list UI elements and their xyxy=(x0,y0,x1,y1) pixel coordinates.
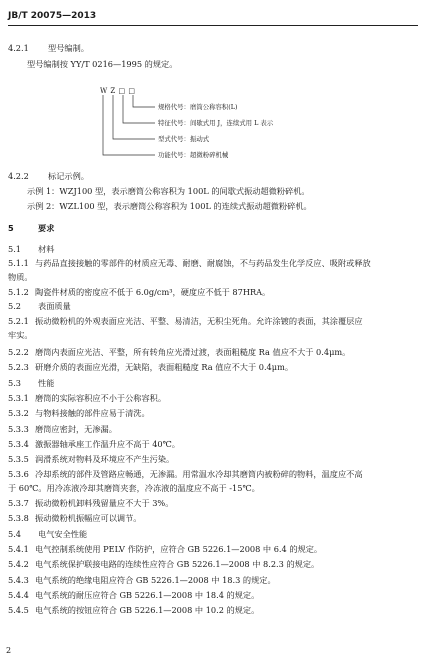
clause-text: 陶瓷件材质的密度应不低于 6.0g/cm³，硬度应不低于 87HRA。 xyxy=(35,287,271,297)
clause-text: 磨筒的实际容积应不小于公称容积。 xyxy=(35,393,167,403)
clause-number: 5.4.5 xyxy=(8,605,29,615)
clause-5-4-3 xyxy=(8,574,276,586)
clause-4-2-2-heading xyxy=(8,170,89,182)
clause-5-4-heading xyxy=(8,528,87,540)
clause-4-2-1-text: 型号编制按 YY/T 0216—1995 的规定。 xyxy=(27,59,178,69)
clause-5-3-6-cont: 于 60℃。用冷冻液冷却其磨筒夹套，冷冻液的温度应不高于 -15℃。 xyxy=(8,483,260,493)
clause-number: 5.2.3 xyxy=(8,362,29,372)
clause-text: 电气系统保护联接电路的连续性应符合 GB 5226.1—2008 中 8.2.3 的规定。 xyxy=(35,559,320,569)
clause-number: 5.1.2 xyxy=(8,287,29,297)
clause-5-1-heading xyxy=(8,243,54,255)
clause-5-3-1 xyxy=(8,392,166,404)
clause-number: 4.2.1 xyxy=(8,43,29,53)
clause-5-3-7 xyxy=(8,497,173,509)
diagram-label-function: 功能代号：超微粉碎机械 xyxy=(158,151,229,159)
clause-5-2-3 xyxy=(8,361,293,373)
clause-text: 磨筒应密封，无渗漏。 xyxy=(35,424,117,434)
clause-text: 与药品直接接触的零部件的材质应无毒、耐磨、耐腐蚀，不与药品发生化学反应、吸附或释放 xyxy=(35,258,371,268)
clause-title: 标记示例。 xyxy=(48,171,89,181)
clause-5-3-6 xyxy=(8,468,363,480)
clause-number: 5.2 xyxy=(8,301,22,311)
clause-text: 研磨介质的表面应光滑，无缺陷，表面粗糙度 Ra 值应不大于 0.4μm。 xyxy=(35,362,294,372)
clause-text: 电气系统的绝缘电阻应符合 GB 5226.1—2008 中 18.3 的规定。 xyxy=(35,575,276,585)
clause-title: 性能 xyxy=(38,378,55,388)
clause-5-2-1-cont: 牢实。 xyxy=(8,330,33,340)
diagram-label-feature: 特征代号：间歇式用 J，连续式用 L 表示 xyxy=(158,119,274,127)
clause-text: 冷却系统的部件及管路应畅通，无渗漏。用常温水冷却其磨筒内被粉碎的物料，温度应不高 xyxy=(35,469,363,479)
clause-number: 5.3.8 xyxy=(8,513,29,523)
clause-number: 5.4.3 xyxy=(8,575,29,585)
model-code-letters: W Z □ □ xyxy=(100,87,136,95)
clause-text: 电气系统的按钮应符合 GB 5226.1—2008 中 10.2 的规定。 xyxy=(35,605,260,615)
clause-text: 与物料接触的部件应易于清洗。 xyxy=(35,408,150,418)
clause-5-3-4 xyxy=(8,438,180,450)
clause-5-3-2 xyxy=(8,407,150,419)
clause-5-1-2 xyxy=(8,286,270,298)
clause-number: 5.3.6 xyxy=(8,469,29,479)
page-number: 2 xyxy=(6,646,12,655)
clause-5-3-3 xyxy=(8,423,117,435)
clause-number: 5.3.1 xyxy=(8,393,29,403)
clause-5-1-1 xyxy=(8,257,371,269)
clause-5-3-8 xyxy=(8,512,141,524)
section-number: 5 xyxy=(8,223,14,233)
diagram-label-type: 型式代号：振动式 xyxy=(158,135,210,143)
clause-number: 5.3.5 xyxy=(8,454,29,464)
clause-5-4-1 xyxy=(8,543,322,555)
clause-text: 电气系统的耐压应符合 GB 5226.1—2008 中 18.4 的规定。 xyxy=(35,590,260,600)
clause-text: 振动微粉机的外观表面应光洁、平整、易清洁，无积尘死角。允许涂镀的表面，其涂覆层应 xyxy=(35,316,363,326)
clause-5-3-5 xyxy=(8,453,174,465)
section-5-heading xyxy=(8,222,54,234)
clause-title: 型号编制。 xyxy=(48,43,89,53)
clause-5-2-heading xyxy=(8,300,71,312)
clause-text: 电气控制系统使用 PELV 作防护，应符合 GB 5226.1—2008 中 6.4 的规定。 xyxy=(35,544,323,554)
section-title: 要求 xyxy=(38,223,55,233)
clause-number: 5.3.2 xyxy=(8,408,29,418)
clause-number: 5.2.2 xyxy=(8,347,29,357)
clause-5-4-2 xyxy=(8,558,319,570)
clause-text: 磨筒内表面应光洁、平整，所有转角应光滑过渡，表面粗糙度 Ra 值应不大于 0.4μm。 xyxy=(35,347,351,357)
header-rule xyxy=(8,25,418,26)
clause-title: 材料 xyxy=(38,244,55,254)
clause-number: 5.3.7 xyxy=(8,498,29,508)
standard-code: JB/T 20075—2013 xyxy=(8,11,97,21)
clause-title: 表面质量 xyxy=(38,301,71,311)
clause-5-1-1-cont: 物质。 xyxy=(8,272,33,282)
example-2: 示例 2：WZL100 型，表示磨筒公称容积为 100L 的连续式振动超微粉碎机。 xyxy=(27,201,312,211)
clause-number: 5.2.1 xyxy=(8,316,29,326)
clause-4-2-1-heading xyxy=(8,42,89,54)
clause-title: 电气安全性能 xyxy=(38,529,88,539)
clause-number: 5.3 xyxy=(8,378,22,388)
clause-number: 5.4.4 xyxy=(8,590,29,600)
clause-number: 5.1 xyxy=(8,244,22,254)
clause-text: 润滑系统对物料及环境应不产生污染。 xyxy=(35,454,175,464)
clause-number: 5.4.2 xyxy=(8,559,29,569)
clause-5-2-2 xyxy=(8,346,350,358)
clause-5-3-heading xyxy=(8,377,54,389)
clause-number: 5.3.3 xyxy=(8,424,29,434)
clause-number: 5.4.1 xyxy=(8,544,29,554)
clause-number: 5.3.4 xyxy=(8,439,29,449)
clause-text: 振动微粉机振幅应可以调节。 xyxy=(35,513,142,523)
clause-text: 振动微粉机卸料残留量应不大于 3%。 xyxy=(35,498,174,508)
clause-5-4-5 xyxy=(8,604,259,616)
clause-5-4-4 xyxy=(8,589,259,601)
example-1: 示例 1：WZJ100 型，表示磨筒公称容积为 100L 的间歇式振动超微粉碎机。 xyxy=(27,186,310,196)
clause-number: 4.2.2 xyxy=(8,171,29,181)
clause-text: 激振器轴承座工作温升应不高于 40℃。 xyxy=(35,439,180,449)
clause-5-2-1 xyxy=(8,315,363,327)
diagram-label-spec: 规格代号：磨筒公称容积(L) xyxy=(158,103,238,111)
clause-number: 5.1.1 xyxy=(8,258,29,268)
clause-number: 5.4 xyxy=(8,529,22,539)
